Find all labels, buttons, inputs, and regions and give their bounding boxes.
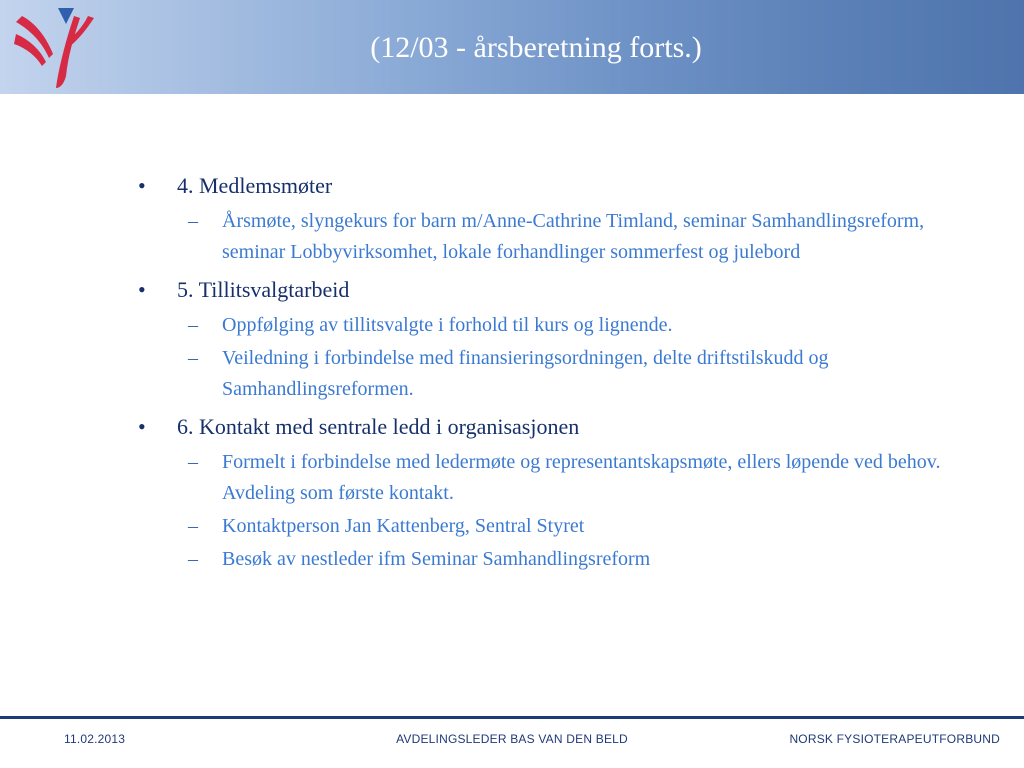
- footer-divider: [0, 716, 1024, 719]
- sub-item-text: Formelt i forbindelse med ledermøte og representantskapsmøte, ellers løpende ved behov. Avdeling som første kontakt.: [222, 451, 941, 504]
- footer-organization: NORSK FYSIOTERAPEUTFORBUND: [789, 732, 1000, 746]
- dash: –: [188, 515, 198, 537]
- sub-item-text: Veiledning i forbindelse med finansieringsordningen, delte driftstilskudd og Samhandlingsreformen.: [222, 347, 829, 400]
- sub-item: [138, 206, 988, 268]
- footer-author: AVDELINGSLEDER BAS VAN DEN BELD: [396, 732, 628, 746]
- sub-item: [138, 544, 988, 575]
- sub-item: [138, 343, 988, 405]
- dash: –: [188, 347, 198, 369]
- sub-item-text: Årsmøte, slyngekurs for barn m/Anne-Cathrine Timland, seminar Samhandlingsreform, seminar Lobbyvirksomhet, lokale forhandlinger sommerfest og julebord: [222, 210, 925, 263]
- list-item-label: 6. Kontakt med sentrale ledd i organisasjonen: [177, 414, 580, 439]
- slide-header: [0, 0, 1024, 94]
- list-item-label: 4. Medlemsmøter: [177, 173, 333, 198]
- sub-item-text: Kontaktperson Jan Kattenberg, Sentral Styret: [222, 515, 585, 537]
- dash: –: [188, 548, 198, 570]
- bullet: •: [138, 173, 146, 198]
- dash: –: [188, 314, 198, 336]
- slide-body: [138, 170, 988, 575]
- list-item-tillitsvalgtarbeid: [138, 274, 988, 405]
- sub-item-text: Oppfølging av tillitsvalgte i forhold til kurs og lignende.: [222, 314, 673, 336]
- sub-item: [138, 447, 988, 509]
- dash: –: [188, 451, 198, 473]
- bullet: •: [138, 414, 146, 439]
- slide-title: (12/03 - årsberetning forts.): [370, 31, 702, 64]
- sub-item: [138, 310, 988, 341]
- list-item-kontakt: [138, 411, 988, 575]
- sub-item-text: Besøk av nestleder ifm Seminar Samhandlingsreform: [222, 548, 651, 570]
- sub-item: [138, 511, 988, 542]
- list-item-label: 5. Tillitsvalgtarbeid: [177, 277, 350, 302]
- bullet: •: [138, 277, 146, 302]
- footer-date: 11.02.2013: [64, 732, 126, 746]
- list-item-medlemsmoter: [138, 170, 988, 268]
- dash: –: [188, 210, 198, 232]
